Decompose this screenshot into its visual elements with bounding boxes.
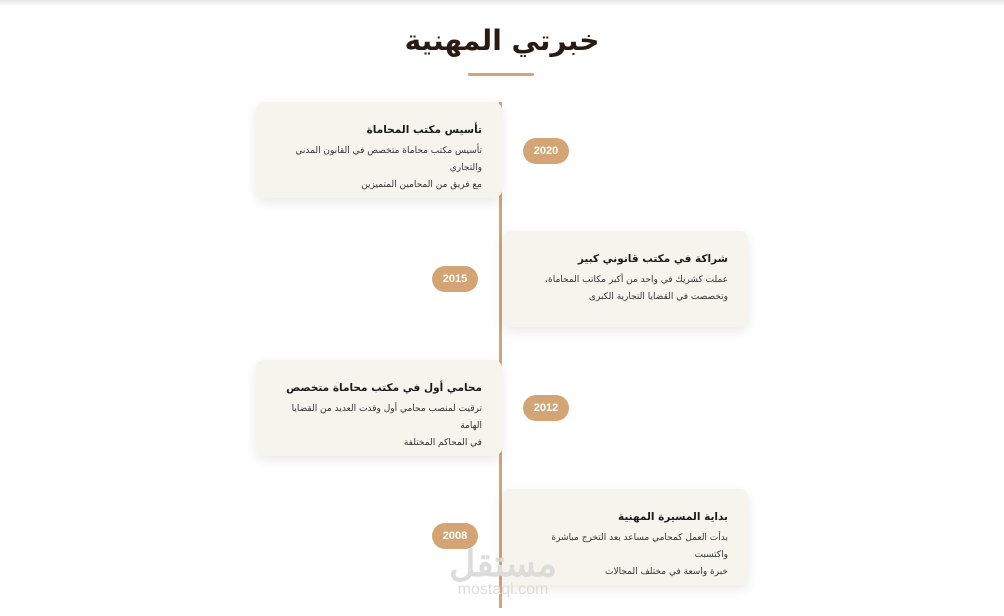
timeline-card-description-line: عملت كشريك في واحد من أكبر مكاتب المحاماة، xyxy=(545,275,728,285)
timeline-card-description-line: تأسيس مكتب محاماة متخصص في القانون المدني والتجاري xyxy=(295,146,482,173)
timeline-card-description-line: خبرة واسعة في مختلف المجالات xyxy=(604,567,728,577)
timeline-card-description xyxy=(522,272,728,306)
watermark-arabic: مستقل xyxy=(449,543,557,584)
timeline-card-title: بداية المسيرة المهنية xyxy=(618,511,728,523)
timeline-card-description-line: في المحاكم المختلفة xyxy=(403,438,482,448)
year-badge-2008: 2008 xyxy=(432,523,478,549)
timeline-card-2008 xyxy=(502,489,748,585)
timeline-card-description xyxy=(522,530,728,581)
page-title: خبرتي المهنية xyxy=(404,24,600,57)
title-underline xyxy=(468,73,534,76)
timeline-card-description-line: بدأت العمل كمحامي مساعد بعد التخرج مباشرة واكتسبت xyxy=(551,533,728,560)
timeline-card-description xyxy=(276,143,482,194)
timeline-card-description xyxy=(276,401,482,452)
timeline-card-2020 xyxy=(256,102,502,198)
timeline-card-description-line: مع فريق من المحامين المتميزين xyxy=(361,180,482,190)
timeline-card-title: محامي أول في مكتب محاماة متخصص xyxy=(286,382,482,394)
timeline-card-2012 xyxy=(256,360,502,456)
timeline-card-description-line: وتخصصت في القضايا التجارية الكبرى xyxy=(588,292,728,302)
timeline-card-2015 xyxy=(502,231,748,327)
timeline-card-description-line: ترقيت لمنصب محامي أول وقدت العديد من القضايا الهامة xyxy=(291,404,482,431)
year-badge-2012: 2012 xyxy=(523,395,569,421)
watermark-latin: mostaql.com xyxy=(457,581,549,598)
year-badge-2015: 2015 xyxy=(432,266,478,292)
year-badge-2020: 2020 xyxy=(523,138,569,164)
timeline-card-title: شراكة في مكتب قانوني كبير xyxy=(577,253,728,265)
timeline-card-title: تأسيس مكتب المحاماة xyxy=(366,124,482,136)
header-shadow xyxy=(0,0,1004,6)
